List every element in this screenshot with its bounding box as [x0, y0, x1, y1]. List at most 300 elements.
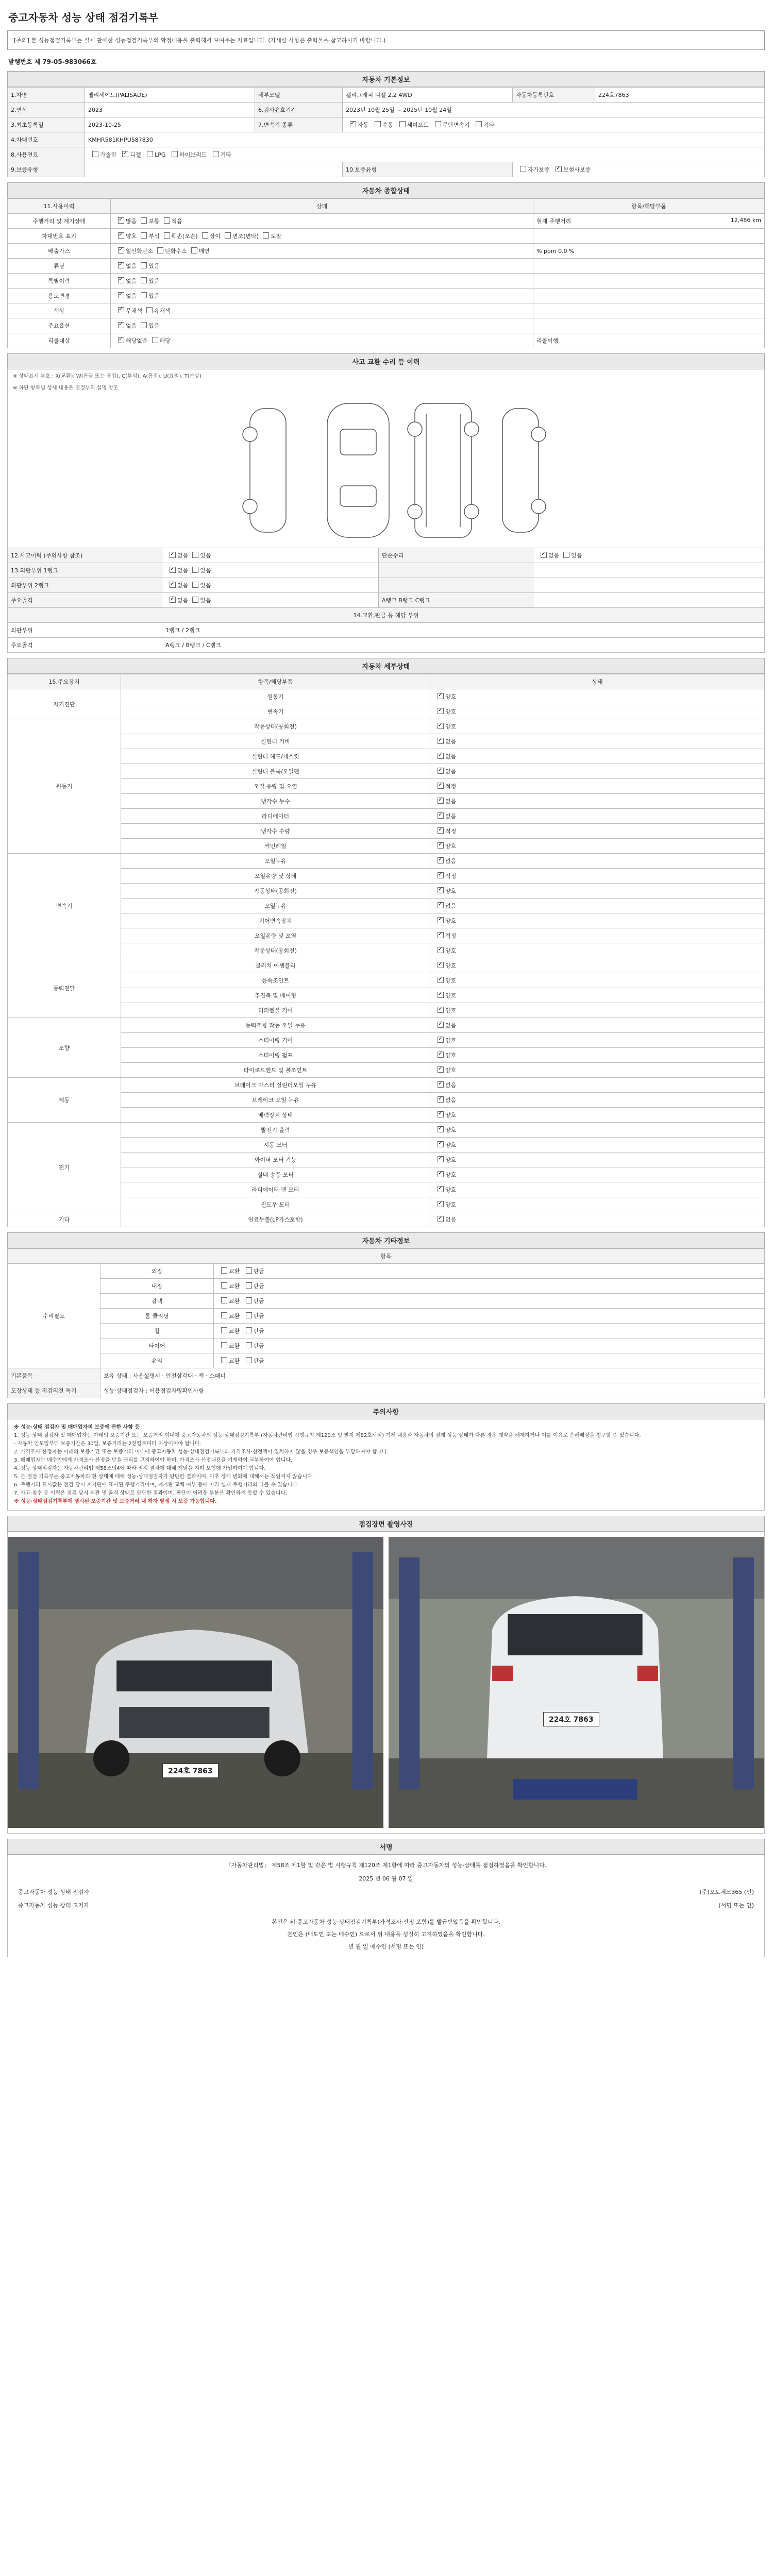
- checkbox: [141, 232, 147, 239]
- confirm-line-1: 본인은 위 중고자동차 성능·상태점검기록부(가격조사·산정 포함)를 발급받았음을 확인합니다.: [272, 1919, 500, 1925]
- checkbox: [438, 1052, 444, 1058]
- status-cell: [430, 1197, 765, 1212]
- option-cell: [533, 578, 765, 593]
- checkbox: [221, 1357, 227, 1363]
- part-label: 실내 송풍 모터: [121, 1167, 430, 1182]
- option-cell: [111, 214, 533, 229]
- other-row: [8, 1279, 765, 1294]
- part-label: 실린더 헤드/개스킷: [121, 749, 430, 764]
- detail-row: [8, 689, 765, 704]
- detail-row: [8, 749, 765, 764]
- status-value: 양호: [445, 962, 457, 969]
- option-label: 무단변속기: [442, 122, 470, 128]
- seller-label: 중고자동차 성능·상태 고지자: [18, 1902, 90, 1909]
- detail-row: [8, 1078, 765, 1093]
- photo-plate: 224호 7863: [162, 1764, 219, 1778]
- checkbox: [350, 121, 356, 127]
- detail-row: [8, 943, 765, 958]
- checkbox: [225, 232, 231, 239]
- accident-note: ※ 하단 항목별 상세 내용은 점검부위 설명 참조: [7, 381, 765, 393]
- notes-line: 4. 성능·상태점검자는 자동차관리법 제58조의4에 따라 점검 결과에 대해 책임을 지며 보험에 가입하여야 합니다.: [14, 1466, 266, 1471]
- group-label: 원동기: [8, 719, 121, 854]
- option-label: 탄화수소: [165, 248, 187, 255]
- option-label: 없음: [126, 263, 137, 269]
- general-row: [8, 274, 765, 289]
- item-label: 외판부위 2랭크: [8, 578, 162, 593]
- option-label: 없음: [177, 552, 189, 559]
- checkbox: [146, 307, 153, 313]
- status-cell: [430, 1108, 765, 1123]
- option-label: 없음: [177, 582, 189, 589]
- car-frame-view: [415, 403, 472, 537]
- section-notes: 주의사항: [7, 1403, 765, 1419]
- checkbox: [438, 812, 444, 819]
- checkbox: [246, 1327, 252, 1333]
- part-label: 시동 모터: [121, 1138, 430, 1153]
- label: 자동차등록번호: [513, 88, 595, 103]
- status-value: 양호: [445, 708, 457, 715]
- option-label: 있음: [148, 293, 160, 299]
- status-cell: [430, 1182, 765, 1197]
- option-cell: [162, 563, 379, 578]
- other-row: [8, 1353, 765, 1368]
- detail-row: [8, 854, 765, 869]
- item-label: 유리: [100, 1353, 214, 1368]
- option-label: 자동: [358, 122, 369, 128]
- sign-box: [7, 1855, 765, 1957]
- status-value: 없음: [445, 1216, 457, 1223]
- checkbox: [399, 121, 406, 127]
- checkbox: [541, 552, 547, 558]
- parts-list: A랭크 / B랭크 / C랭크: [162, 638, 765, 653]
- doc-number-label: 발행번호 제: [8, 58, 41, 65]
- item-label: [379, 563, 533, 578]
- option-label: 가솔린: [100, 151, 116, 158]
- status-value: 양호: [445, 888, 457, 894]
- status-cell: [430, 1003, 765, 1018]
- status-value: 양호: [445, 1201, 457, 1208]
- col-header: 항목: [8, 1249, 765, 1264]
- status-cell: [430, 764, 765, 779]
- option-label: 변조(변타): [232, 233, 259, 240]
- checkbox: [172, 151, 178, 157]
- label: 8.사용연료: [8, 147, 85, 162]
- option-cell: [162, 548, 379, 563]
- label: 3.최초등록일: [8, 117, 85, 132]
- status-value: 양호: [445, 1037, 457, 1044]
- status-cell: [430, 1033, 765, 1048]
- status-value: 적정: [445, 783, 457, 790]
- general-row: [8, 229, 765, 244]
- status-cell: [430, 943, 765, 958]
- label: 4.차대번호: [8, 132, 85, 147]
- part-label: 오일유량 및 상태: [121, 869, 430, 884]
- photo-row: [7, 1532, 765, 1834]
- general-row: [8, 303, 765, 318]
- status-cell: [430, 884, 765, 899]
- status-cell: [430, 704, 765, 719]
- status-cell: [430, 1123, 765, 1138]
- part-label: 작동상태(공회전): [121, 719, 430, 734]
- status-cell: [430, 794, 765, 809]
- section-basic: 자동차 기본정보: [7, 71, 765, 87]
- value: 성능·상태점검자 : 이용점검자명확인사항: [100, 1383, 765, 1398]
- checkbox: [202, 232, 208, 239]
- option-label: 자가보증: [528, 166, 550, 173]
- option-cell: [162, 593, 379, 608]
- option-label: 적음: [171, 218, 182, 225]
- option-label: 기타: [483, 122, 495, 128]
- car-outline-diagram: [8, 393, 765, 548]
- note: % ppm 0.0 %: [536, 247, 575, 255]
- option-cell: [111, 259, 533, 274]
- checkbox: [122, 151, 128, 157]
- notes-line: 2. 가격조사 산정자는 아래의 보증기간 또는 보증거리 이내에 중고자동차 성능·상태점검기록부와 가격조사·산정액이 일치하지 않을 경우 보증책임을 부담하여야 합니다.: [14, 1449, 389, 1455]
- basic-table: [7, 87, 765, 177]
- group-label: 전기: [8, 1123, 121, 1212]
- detail-row: [8, 973, 765, 988]
- checkbox: [118, 292, 124, 298]
- checkbox: [246, 1267, 252, 1274]
- checkbox: [438, 1201, 444, 1207]
- status-value: 없음: [445, 1022, 457, 1029]
- notes-warning: ※ 성능·상태점검기록부에 명시된 보증기간 및 보증거리 내 하자 발생 시 보증 가능합니다.: [14, 1499, 217, 1504]
- detail-row: [8, 1033, 765, 1048]
- option-label: 많음: [126, 218, 137, 225]
- part-label: 브레이크 마스터 실린더오일 누유: [121, 1078, 430, 1093]
- part-label: 디퍼렌셜 기어: [121, 1003, 430, 1018]
- status-cell: [430, 839, 765, 854]
- status-value: 없음: [445, 813, 457, 820]
- option-label: 양호: [126, 233, 137, 240]
- item-label: 차대번호 표기: [8, 229, 111, 244]
- status-value: 없음: [445, 768, 457, 775]
- option-label: 있음: [571, 552, 582, 559]
- checkbox: [221, 1267, 227, 1274]
- checkbox: [118, 247, 124, 253]
- option-label: 없음: [177, 597, 189, 604]
- detail-row: [8, 869, 765, 884]
- detail-table: [7, 674, 765, 1227]
- item-label: 색상: [8, 303, 111, 318]
- checkbox: [438, 842, 444, 849]
- checkbox: [246, 1297, 252, 1303]
- option-cell: [111, 244, 533, 259]
- status-cell: [430, 1063, 765, 1078]
- status-cell: [430, 899, 765, 913]
- notice-box: [주의] 본 성능점검기록부는 실제 판매한 성능점검기록부의 확정내용을 출력해서 보여주는 자료입니다. (자세한 사항은 출력물을 참고하시기 바랍니다.): [7, 30, 765, 50]
- checkbox: [118, 307, 124, 313]
- part-label: 등속조인트: [121, 973, 430, 988]
- option-label: 없음: [177, 567, 189, 574]
- note-cell: [533, 289, 765, 303]
- detail-row: [8, 839, 765, 854]
- note-cell: [533, 259, 765, 274]
- general-row: [8, 259, 765, 274]
- detail-row: [8, 719, 765, 734]
- option-label: 유채색: [154, 308, 171, 314]
- checkbox: [170, 597, 176, 603]
- part-label: 오일누유: [121, 899, 430, 913]
- part-label: 라디에이터: [121, 809, 430, 824]
- status-cell: [430, 719, 765, 734]
- checkbox: [438, 932, 444, 938]
- status-value: 없음: [445, 1082, 457, 1089]
- detail-row: [8, 928, 765, 943]
- detail-row: [8, 988, 765, 1003]
- option-label: 없음: [126, 323, 137, 329]
- notes-line: 3. 매매업자는 매수인에게 가격조사·산정을 받을 권리를 고지하여야 하며, 가격조사·산정내용을 기재하여 교부하여야 합니다.: [14, 1458, 293, 1463]
- status-cell: [430, 913, 765, 928]
- checkbox: [147, 151, 153, 157]
- checkbox: [263, 232, 269, 239]
- status-value: 적정: [445, 933, 457, 939]
- detail-row: [8, 1108, 765, 1123]
- checkbox: [438, 887, 444, 893]
- inspector-label: 중고자동차 성능·상태 점검자: [18, 1889, 90, 1895]
- item-label: 배출가스: [8, 244, 111, 259]
- checkbox: [170, 582, 176, 588]
- item-label: 단순수리: [379, 548, 533, 563]
- status-value: 없음: [445, 798, 457, 805]
- value: 2023-10-25: [85, 117, 255, 132]
- note-cell: [533, 214, 765, 229]
- note-cell: [533, 274, 765, 289]
- option-cell: [533, 548, 765, 563]
- checkbox: [520, 166, 526, 172]
- option-label: 해당없음: [126, 337, 148, 344]
- option-label: 보통: [148, 218, 160, 225]
- label: 세부모델: [255, 88, 343, 103]
- general-table: [7, 198, 765, 348]
- item-label: 용도변경: [8, 289, 111, 303]
- doc-title: 중고자동차 성능 상태 점검기록부: [8, 11, 159, 24]
- parts-list: 1랭크 / 2랭크: [162, 623, 765, 638]
- status-value: 없음: [445, 738, 457, 745]
- status-cell: [430, 1138, 765, 1153]
- other-row: [8, 1309, 765, 1324]
- option-cell: [111, 333, 533, 348]
- group-label: 자기진단: [8, 689, 121, 719]
- accident-row: [8, 578, 765, 593]
- status-value: 양호: [445, 947, 457, 954]
- car-side-right: [502, 409, 539, 532]
- label: 기본품목: [8, 1368, 100, 1383]
- part-label: 커먼레일: [121, 839, 430, 854]
- notes-line: 6. 주행거리 표시값은 점검 당시 계기판에 표시된 주행거리이며, 계기판 교체 여부 등에 따라 실제 주행거리와 다를 수 있습니다.: [14, 1482, 299, 1488]
- option-label: 매연: [198, 248, 210, 255]
- part-label: 타이로드엔드 및 볼조인트: [121, 1063, 430, 1078]
- checkbox: [556, 166, 562, 172]
- checkbox: [438, 902, 444, 908]
- group-label: 제동: [8, 1078, 121, 1123]
- item-label: 주요골격: [8, 593, 162, 608]
- group-label: 수리필요: [8, 1264, 100, 1368]
- note-value: 12,486 km: [730, 217, 761, 224]
- checkbox: [192, 582, 198, 588]
- photo-front-illustration: [8, 1537, 383, 1828]
- checkbox: [438, 962, 444, 968]
- checkbox: [438, 693, 444, 699]
- car-diagram: [7, 393, 765, 548]
- part-label: 변속기: [121, 704, 430, 719]
- label: 9.보증유형: [8, 162, 85, 177]
- status-value: 없음: [445, 1097, 457, 1104]
- item-label: 외장: [100, 1264, 214, 1279]
- general-row: [8, 333, 765, 348]
- status-cell: [430, 958, 765, 973]
- option-label: 무채색: [126, 308, 142, 314]
- item-label: 13.외판부위 1랭크: [8, 563, 162, 578]
- col-header: 15.주요장치: [8, 674, 121, 689]
- item-label: 주요옵션: [8, 318, 111, 333]
- checkbox: [438, 1037, 444, 1043]
- checkbox: [118, 277, 124, 283]
- status-cell: [430, 1212, 765, 1227]
- part-label: 오일 유량 및 오염: [121, 779, 430, 794]
- checkbox: [191, 247, 197, 253]
- detail-row: [8, 779, 765, 794]
- label: 10.보증유형: [343, 162, 513, 177]
- detail-row: [8, 704, 765, 719]
- status-value: 없음: [445, 858, 457, 865]
- part-label: 와이퍼 모터 기능: [121, 1153, 430, 1167]
- notes-box: [7, 1419, 765, 1511]
- fuel-options: [85, 147, 765, 162]
- detail-row: [8, 734, 765, 749]
- col-header: 항목/해당부품: [121, 674, 430, 689]
- checkbox: [438, 977, 444, 983]
- confirm-date-line: 년 월 일 매수인 (서명 또는 인): [348, 1943, 424, 1950]
- group-label: 기타: [8, 1212, 121, 1227]
- item-label: 리콜대상: [8, 333, 111, 348]
- checkbox: [438, 1216, 444, 1222]
- detail-row: [8, 1197, 765, 1212]
- checkbox: [141, 262, 147, 268]
- accident-table: [7, 548, 765, 653]
- checkbox: [438, 783, 444, 789]
- value: 보유 상태 : 사용설명서 · 안전삼각대 · 잭 · 스패너: [100, 1368, 765, 1383]
- checkbox: [170, 552, 176, 558]
- option-cell: 교환 판금: [214, 1279, 765, 1294]
- parts-title: 14.교환,판금 등 해당 부위: [8, 608, 765, 623]
- status-value: 양호: [445, 992, 457, 999]
- sign-intro: 「자동차관리법」 제58조 제1항 및 같은 법 시행규칙 제120조 제1항에 따라 중고자동차의 성능·상태를 점검하였음을 확인합니다.: [225, 1862, 547, 1869]
- checkbox: [438, 1081, 444, 1088]
- detail-row: [8, 764, 765, 779]
- option-cell: [111, 229, 533, 244]
- inspection-photo-front: [8, 1537, 383, 1828]
- parts-rank: 주요골격: [8, 638, 162, 653]
- status-value: 양호: [445, 843, 457, 850]
- status-cell: [430, 988, 765, 1003]
- value: 2023년 10월 25일 ~ 2025년 10월 24일: [343, 103, 765, 117]
- sign-row: [18, 1901, 754, 1909]
- option-label: 보험사보증: [563, 166, 591, 173]
- detail-row: [8, 1003, 765, 1018]
- checkbox: [164, 217, 170, 224]
- option-cell: [111, 289, 533, 303]
- option-label: 상이: [209, 233, 221, 240]
- option-label: 세미오토: [407, 122, 429, 128]
- checkbox: [375, 121, 381, 127]
- note-cell: [533, 303, 765, 318]
- checkbox: [118, 337, 124, 343]
- general-row: [8, 289, 765, 303]
- detail-row: [8, 1138, 765, 1153]
- checkbox: [118, 232, 124, 239]
- status-value: 적정: [445, 873, 457, 879]
- item-label: 튜닝: [8, 259, 111, 274]
- detail-row: [8, 1182, 765, 1197]
- checkbox: [118, 217, 124, 224]
- checkbox: [438, 1007, 444, 1013]
- checkbox: [438, 1022, 444, 1028]
- part-label: 실린더 커버: [121, 734, 430, 749]
- part-label: 오일누유: [121, 854, 430, 869]
- status-cell: [430, 1078, 765, 1093]
- value: [85, 162, 343, 177]
- inspector-name: (주)오토체크365 (인): [699, 1889, 754, 1895]
- label: 1.차명: [8, 88, 85, 103]
- status-cell: [430, 824, 765, 839]
- part-label: 냉각수 수량: [121, 824, 430, 839]
- status-value: 양호: [445, 1007, 457, 1014]
- option-label: 수동: [382, 122, 394, 128]
- status-cell: [430, 1153, 765, 1167]
- checkbox: [221, 1327, 227, 1333]
- option-label: 있음: [200, 597, 211, 604]
- notes-line: 5. 본 점검 기록부는 중고자동차의 현 상태에 대해 성능·상태점검자가 판단한 결과이며, 이후 상태 변화에 대해서는 책임지지 않습니다.: [14, 1474, 314, 1480]
- option-cell: 교환 판금: [214, 1264, 765, 1279]
- checkbox: [438, 872, 444, 878]
- section-sign: 서명: [7, 1839, 765, 1855]
- status-value: 양호: [445, 977, 457, 984]
- checkbox: [563, 552, 569, 558]
- checkbox: [141, 277, 147, 283]
- option-label: 있음: [148, 323, 160, 329]
- transmission-options: [343, 117, 765, 132]
- part-label: 동력조향 작동 오일 누유: [121, 1018, 430, 1033]
- option-cell: 교환 판금: [214, 1324, 765, 1338]
- checkbox: [246, 1357, 252, 1363]
- note-cell: [533, 229, 765, 244]
- option-label: 있음: [200, 567, 211, 574]
- option-label: 도말: [270, 233, 282, 240]
- status-cell: [430, 749, 765, 764]
- checkbox: [141, 217, 147, 224]
- checkbox: [246, 1282, 252, 1289]
- status-cell: [430, 1048, 765, 1063]
- option-label: 있음: [148, 278, 160, 284]
- part-label: 연료누출(LP가스포함): [121, 1212, 430, 1227]
- part-label: 발전기 출력: [121, 1123, 430, 1138]
- checkbox: [438, 1126, 444, 1132]
- sign-row: [18, 1888, 754, 1896]
- option-label: 없음: [126, 293, 137, 299]
- general-row: [8, 318, 765, 333]
- label: 도장상태 등 점검의견 특기: [8, 1383, 100, 1398]
- checkbox: [438, 1156, 444, 1162]
- part-label: 실린더 블록/오일팬: [121, 764, 430, 779]
- checkbox: [438, 857, 444, 863]
- checkbox: [221, 1282, 227, 1289]
- section-detail: 자동차 세부상태: [7, 658, 765, 674]
- accident-legend: ※ 상태표시 부호 : X(교환), W(판금 또는 용접), C(부식), A(흠집), U(요철), T(손상): [7, 369, 765, 381]
- photo-plate: 224호 7863: [543, 1712, 599, 1726]
- part-label: 라디에이터 팬 모터: [121, 1182, 430, 1197]
- checkbox: [438, 1141, 444, 1147]
